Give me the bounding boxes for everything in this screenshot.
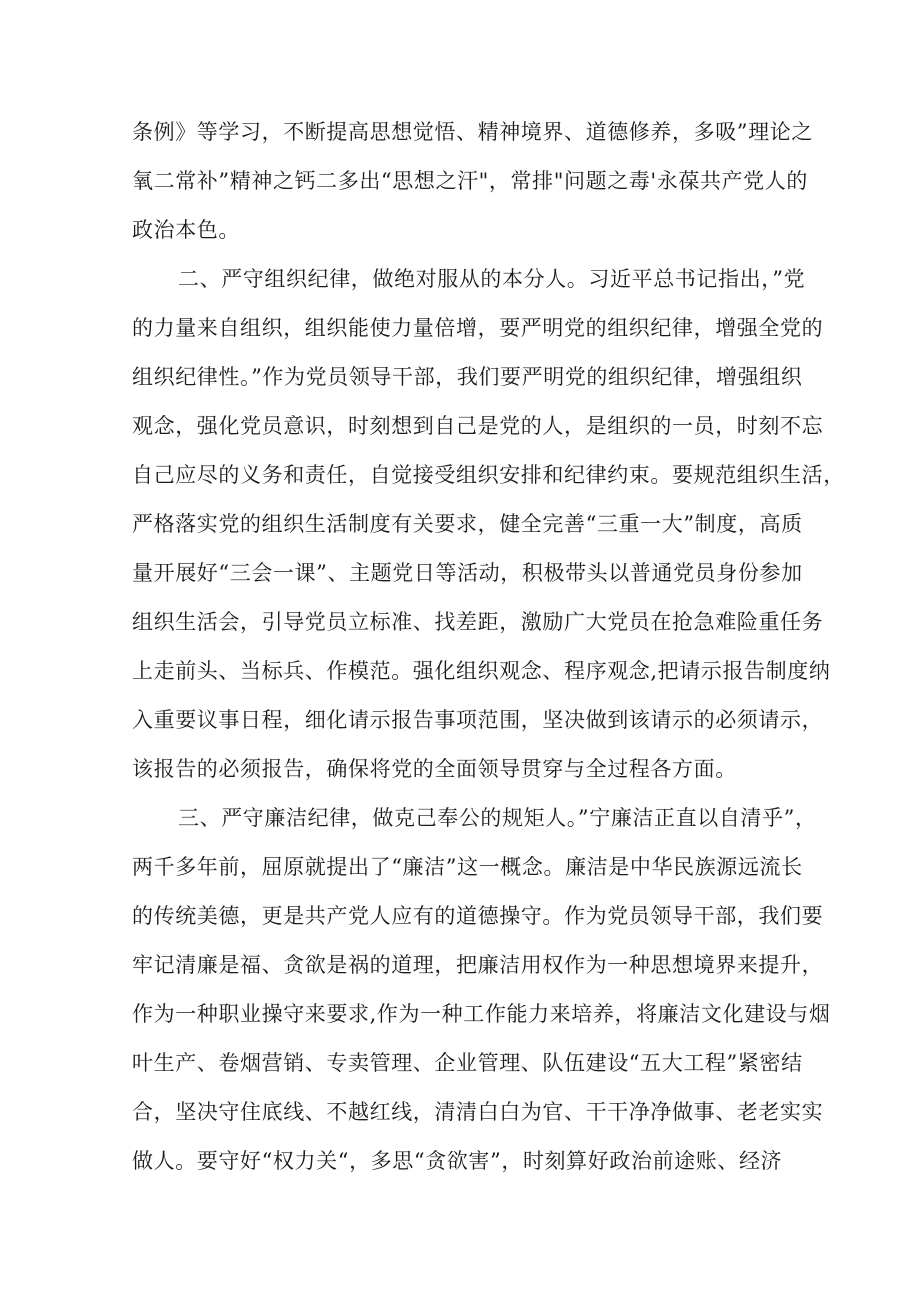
text-line-17: 的传统美德，更是共产党人应有的道德操守。作为党员领导干部，我们要 [132, 904, 824, 928]
text-line-22: 做人。要守好“权力关“，多思“贪欲害”，时刻算好政治前途账、经济 [132, 1149, 783, 1173]
section-3-heading-line: 三、严守廉洁纪律，做克己奉公的规矩人。”宁廉洁正直以自清乎”， [178, 806, 817, 830]
text-line-9: 严格落实党的组织生活制度有关要求，健全完善“三重一大”制度，高质 [132, 512, 803, 536]
text-line-5: 的力量来自组织，组织能使力量倍增，要严明党的组织纪律，增强全党的 [132, 316, 824, 340]
text-line-2: 氧二常补”精神之钙二多出“思想之汗"，常排"问题之毒'永葆共产党人的 [132, 169, 808, 193]
text-line-21: 合，坚决守住底线、不越红线，清清白白为官、干干净净做事、老老实实 [132, 1100, 824, 1124]
text-line-12: 上走前头、当标兵、作模范。强化组织观念、程序观念,把请示报告制度纳 [132, 659, 831, 683]
text-line-7: 观念，强化党员意识，时刻想到自己是党的人，是组织的一员，时刻不忘 [132, 414, 824, 438]
text-line-3: 政治本色。 [132, 218, 240, 242]
section-2-heading-line: 二、严守组织纪律，做绝对服从的本分人。习近平总书记指出，”党 [178, 267, 806, 291]
text-line-13: 入重要议事日程，细化请示报告事项范围，坚决做到该请示的必须请示， [132, 708, 824, 732]
text-line-18: 牢记清廉是福、贪欲是祸的道理，把廉洁用权作为一种思想境界来提升， [132, 953, 824, 977]
text-line-16: 两千多年前，屈原就提出了“廉洁”这一概念。廉洁是中华民族源远流长 [132, 855, 803, 879]
text-line-6: 组织纪律性。”作为党员领导干部，我们要严明党的组织纪律，增强组织 [132, 365, 803, 389]
text-line-1: 条例》等学习，不断提高思想觉悟、精神境界、道德修养，多吸”理论之 [132, 120, 813, 144]
text-line-11: 组织生活会，引导党员立标准、找差距，激励广大党员在抢急难险重任务 [132, 610, 824, 634]
text-line-19: 作为一种职业操守来要求,作为一种工作能力来培养，将廉洁文化建设与烟 [132, 1002, 831, 1026]
text-line-14: 该报告的必须报告，确保将党的全面领导贯穿与全过程各方面。 [132, 757, 737, 781]
text-line-20: 叶生产、卷烟营销、专卖管理、企业管理、队伍建设“五大工程”紧密结 [132, 1051, 803, 1075]
text-line-10: 量开展好“三会一课”、主题党日等活动，积极带头以普通党员身份参加 [132, 561, 803, 585]
text-line-8: 自己应尽的义务和责任，自觉接受组织安排和纪律约束。要规范组织生活， [132, 463, 845, 487]
